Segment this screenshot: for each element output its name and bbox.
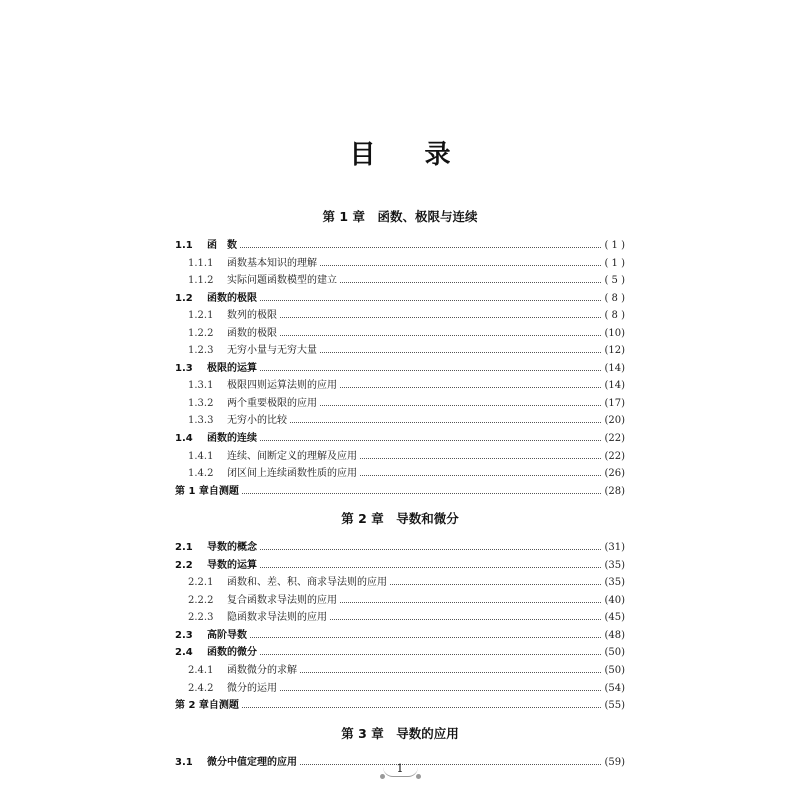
entry-number: 1.2.3 (188, 345, 214, 357)
dot-leader (390, 577, 601, 586)
entry-page-number: (54) (604, 682, 625, 694)
entry-page-number: (28) (604, 485, 625, 497)
entry-title: 无穷小量与无穷大量 (227, 345, 317, 357)
entry-page-number: ( 5 ) (604, 275, 625, 287)
entry-page-number: (14) (604, 380, 625, 392)
entry-title: 函数和、差、积、商求导法则的应用 (227, 577, 387, 589)
entry-number: 1.2.1 (188, 310, 214, 322)
toc-entry-subsection[interactable] (175, 609, 625, 627)
entry-number: 1.4.2 (188, 468, 214, 480)
entry-page-number: ( 8 ) (604, 310, 625, 322)
entry-title: 导数的概念 (207, 542, 257, 554)
entry-page-number: (45) (604, 612, 625, 624)
entry-page-number: (14) (604, 362, 625, 374)
entry-title: 函数微分的求解 (227, 665, 297, 677)
toc-entry-subsection[interactable] (175, 377, 625, 395)
entry-number: 2.1 (175, 542, 193, 554)
toc-entry-section[interactable] (175, 627, 625, 645)
entry-number: 1.3 (175, 362, 193, 374)
entry-page-number: (48) (604, 629, 625, 641)
dot-leader (242, 700, 602, 709)
dot-leader (320, 257, 601, 266)
dot-leader (340, 380, 601, 389)
page-number-ornament (383, 762, 418, 777)
entry-page-number: (40) (604, 594, 625, 606)
dot-leader (240, 240, 601, 249)
dot-leader (260, 362, 601, 371)
dot-leader (260, 292, 601, 301)
dot-leader (300, 665, 601, 674)
chapter-block (175, 508, 625, 714)
entry-title: 复合函数求导法则的应用 (227, 594, 337, 606)
entry-title: 连续、间断定义的理解及应用 (227, 450, 357, 462)
toc-entry-subsection[interactable] (175, 680, 625, 698)
dot-leader (290, 415, 601, 424)
toc-entry-section[interactable] (175, 430, 625, 448)
entry-title: 函数的极限 (207, 292, 257, 304)
entry-title: 闭区间上连续函数性质的应用 (227, 468, 357, 480)
entry-number: 2.4 (175, 647, 193, 659)
entry-number: 2.4.2 (188, 682, 214, 694)
entry-title: 两个重要极限的应用 (227, 397, 317, 409)
page-number: 1 (396, 762, 404, 775)
toc-entry-section[interactable] (175, 290, 625, 308)
entry-number: 2.2.2 (188, 594, 214, 606)
chapter-heading: 第 3 章 导数的应用 (341, 725, 459, 741)
entry-number: 2.2 (175, 559, 193, 571)
entry-page-number: (12) (604, 345, 625, 357)
toc-entry-self-test[interactable] (175, 697, 625, 715)
chapter-heading: 第 1 章 函数、极限与连续 (322, 209, 478, 224)
entry-number: 1.2 (175, 292, 193, 304)
entry-title: 高阶导数 (207, 629, 247, 641)
toc-entry-section[interactable] (175, 644, 625, 662)
chapter-block (175, 206, 625, 500)
entry-title: 无穷小的比较 (227, 415, 287, 427)
toc-entry-subsection[interactable] (175, 395, 625, 413)
toc-entry-subsection[interactable] (175, 592, 625, 610)
entry-title: 微分的运用 (227, 682, 277, 694)
page-footer (0, 762, 800, 777)
dot-leader (280, 310, 601, 319)
toc-entry-subsection[interactable] (175, 342, 625, 360)
entry-number: 1.2.2 (188, 327, 214, 339)
entry-title: 函 数 (207, 240, 237, 251)
entry-number: 2.3 (175, 629, 193, 641)
chapter-heading: 第 2 章 导数和微分 (341, 511, 459, 527)
toc-entry-subsection[interactable] (175, 272, 625, 290)
entry-page-number: (10) (604, 327, 625, 339)
toc-entry-subsection[interactable] (175, 448, 625, 466)
entry-page-number: (50) (604, 665, 625, 677)
dot-leader (360, 450, 601, 459)
entry-title: 导数的运算 (207, 559, 257, 571)
entry-page-number: ( 8 ) (604, 292, 625, 304)
entry-number: 1.1 (175, 240, 193, 251)
entry-number: 1.1.1 (188, 257, 214, 269)
entry-number: 1.4.1 (188, 450, 214, 462)
entry-page-number: (17) (604, 397, 625, 409)
entry-title: 隐函数求导法则的应用 (227, 612, 327, 624)
dot-leader (280, 327, 601, 336)
entry-title: 第 2 章自测题 (175, 700, 239, 712)
entry-title: 数列的极限 (227, 310, 277, 322)
entry-number: 2.4.1 (188, 665, 214, 677)
dot-leader (250, 629, 601, 638)
toc-entry-subsection[interactable] (175, 255, 625, 273)
dot-leader (320, 345, 601, 354)
toc-entry-subsection[interactable] (175, 465, 625, 483)
entry-page-number: (22) (604, 433, 625, 445)
dot-leader (360, 468, 601, 477)
dot-leader (340, 275, 601, 284)
dot-leader (260, 542, 601, 551)
dot-leader (280, 682, 601, 691)
dot-leader (260, 647, 601, 656)
dot-leader (330, 612, 601, 621)
entry-number: 2.2.1 (188, 577, 214, 589)
entry-number: 1.3.1 (188, 380, 214, 392)
entry-page-number: ( 1 ) (604, 257, 625, 269)
entry-page-number: (50) (604, 647, 625, 659)
toc-entry-section[interactable] (175, 360, 625, 378)
entry-title: 函数的微分 (207, 647, 257, 659)
entry-page-number: (35) (604, 559, 625, 571)
entry-number: 1.3.2 (188, 397, 214, 409)
entry-number: 1.1.2 (188, 275, 214, 287)
entry-page-number: (31) (604, 542, 625, 554)
entry-title: 函数的连续 (207, 433, 257, 445)
entry-page-number: (20) (604, 415, 625, 427)
entry-title: 函数的极限 (227, 327, 277, 339)
toc-entry-section[interactable] (175, 557, 625, 575)
ornament-dot-right (416, 774, 421, 779)
entry-number: 3.1 (175, 756, 193, 768)
entry-page-number: (26) (604, 468, 625, 480)
dot-leader (320, 397, 601, 406)
toc-entry-subsection[interactable] (175, 574, 625, 592)
entry-title: 极限四则运算法则的应用 (227, 380, 337, 392)
entry-page-number: (22) (604, 450, 625, 462)
entry-page-number: (35) (604, 577, 625, 589)
toc-entry-subsection[interactable] (175, 662, 625, 680)
ornament-dot-left (380, 774, 385, 779)
entry-page-number: (55) (604, 700, 625, 712)
toc-entry-subsection[interactable] (175, 307, 625, 325)
entry-number: 1.3.3 (188, 415, 214, 427)
dot-leader (260, 559, 601, 568)
entry-page-number: (59) (604, 756, 625, 768)
page-title: 目 录 (349, 140, 471, 170)
dot-leader (242, 485, 602, 494)
entry-title: 实际问题函数模型的建立 (227, 275, 337, 287)
entry-title: 函数基本知识的理解 (227, 257, 317, 269)
entry-page-number: ( 1 ) (604, 240, 625, 251)
entry-title: 第 1 章自测题 (175, 485, 239, 497)
toc-entry-self-test[interactable] (175, 483, 625, 501)
toc-entry-section[interactable] (175, 237, 625, 255)
toc-entry-subsection[interactable] (175, 325, 625, 343)
entry-title: 极限的运算 (207, 362, 257, 374)
entry-title: 微分中值定理的应用 (207, 756, 297, 768)
toc-entry-section[interactable] (175, 539, 625, 557)
entry-number: 2.2.3 (188, 612, 214, 624)
table-of-contents (175, 206, 625, 779)
dot-leader (260, 433, 601, 442)
entry-number: 1.4 (175, 433, 193, 445)
dot-leader (340, 594, 601, 603)
toc-entry-subsection[interactable] (175, 412, 625, 430)
